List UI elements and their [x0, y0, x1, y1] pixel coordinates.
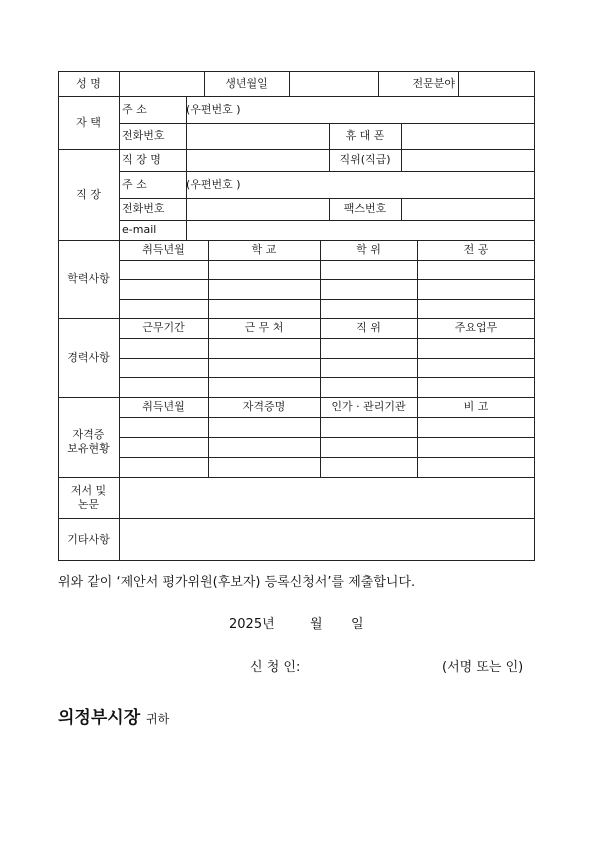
- recipient-suffix: 귀하: [146, 712, 170, 726]
- column-divider: [320, 240, 321, 477]
- email-field[interactable]: [186, 220, 535, 240]
- row-divider: [119, 457, 535, 458]
- career-header: 주요업무: [454, 321, 498, 335]
- fax-field[interactable]: [401, 198, 535, 220]
- publications-label-line1: 저서 및: [70, 483, 107, 497]
- row-divider: [119, 377, 535, 378]
- date-month: 월: [310, 617, 323, 632]
- publications-field[interactable]: [119, 477, 535, 518]
- other-field[interactable]: [119, 518, 535, 561]
- certificates-header: 비 고: [463, 400, 489, 414]
- education-section-label: 학력사항: [67, 272, 110, 286]
- home-address-label: 주 소: [122, 102, 147, 116]
- registration-form-table: [58, 71, 535, 561]
- company-label: 직 장 명: [122, 153, 161, 167]
- work-position-label: 직위(직급): [339, 153, 391, 167]
- row-divider: [119, 260, 535, 261]
- career-header: 직 위: [356, 321, 381, 335]
- recipient: [58, 703, 169, 728]
- applicant-label: 신 청 인:: [250, 660, 301, 675]
- publications-label-line2: 논문: [77, 497, 100, 511]
- career-header: 근 무 처: [244, 321, 284, 335]
- other-label: 기타사항: [67, 532, 110, 546]
- row-divider: [119, 437, 535, 438]
- education-header: 취득년월: [142, 243, 185, 257]
- field-field[interactable]: [458, 71, 535, 96]
- row-divider: [119, 358, 535, 359]
- certificates-label-line2: 보유현황: [67, 442, 110, 455]
- education-header: 전 공: [463, 243, 489, 257]
- work-position-field[interactable]: [401, 149, 535, 171]
- publications-label: [58, 477, 119, 518]
- home-postal-code[interactable]: (우편번호 ): [186, 102, 241, 116]
- signature-placeholder: (서명 또는 인): [442, 660, 524, 675]
- column-divider: [208, 240, 209, 477]
- work-phone-label: 전화번호: [122, 202, 165, 216]
- recipient-name: 의정부시장: [58, 708, 141, 728]
- education-header: 학 교: [251, 243, 277, 257]
- field-label: 전문분야: [412, 76, 455, 90]
- row-divider: [119, 299, 535, 300]
- certificates-section-label: [58, 397, 119, 477]
- certificates-header: 취득년월: [142, 400, 185, 414]
- career-section-label: 경력사항: [67, 350, 110, 364]
- certificates-header: 인가 · 관리기관: [331, 400, 406, 414]
- date-day: 일: [351, 617, 364, 632]
- birth-label: 생년월일: [225, 76, 268, 90]
- home-phone-label: 전화번호: [122, 129, 165, 143]
- certificates-label-line1: 자격증: [72, 428, 105, 442]
- home-phone-field[interactable]: [186, 123, 329, 149]
- date-year: 2025년: [229, 617, 275, 632]
- row-divider: [119, 338, 535, 339]
- work-phone-field[interactable]: [186, 198, 329, 220]
- education-header: 학 위: [356, 243, 381, 257]
- email-label: e-mail: [122, 223, 157, 237]
- work-section-label: 직 장: [76, 187, 101, 201]
- name-label: 성 명: [76, 76, 101, 90]
- column-divider: [417, 240, 418, 477]
- row-divider: [119, 417, 535, 418]
- fax-label: 팩스번호: [343, 202, 387, 216]
- name-field[interactable]: [119, 71, 204, 96]
- statement-text: 위와 같이 ‘제안서 평가위원(후보자) 등록신청서’를 제출합니다.: [58, 575, 416, 590]
- certificates-header: 자격증명: [242, 400, 286, 414]
- home-section-label: 자 택: [76, 115, 101, 129]
- row-divider: [119, 279, 535, 280]
- career-header: 근무기간: [142, 321, 185, 335]
- birth-field[interactable]: [289, 71, 378, 96]
- work-address-label: 주 소: [122, 177, 147, 191]
- mobile-label: 휴 대 폰: [345, 129, 385, 143]
- company-field[interactable]: [186, 149, 329, 171]
- mobile-field[interactable]: [401, 123, 535, 149]
- work-postal-code[interactable]: (우편번호 ): [186, 177, 241, 191]
